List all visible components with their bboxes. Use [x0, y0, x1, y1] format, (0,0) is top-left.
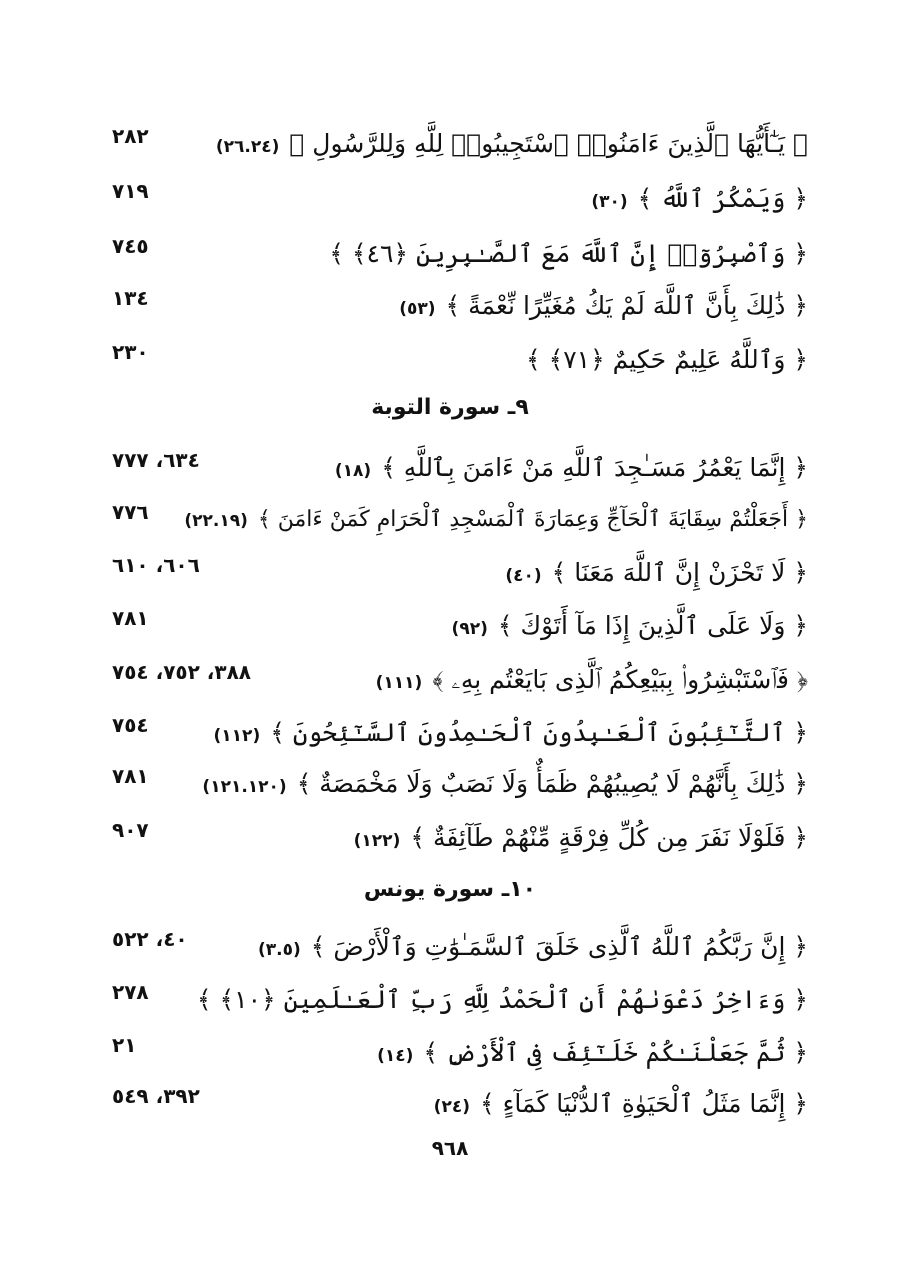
page-references: ٢١ — [112, 1033, 137, 1057]
verse-reference: (١٤) — [377, 1046, 414, 1066]
page-references: ٢٨٢ — [112, 124, 149, 148]
page-references: ٣٩٢، ٥٤٩ — [112, 1084, 200, 1108]
verse-text: ﴿ وَيَمْكُرُ ٱللَّهُ ﴾(٣٠) — [591, 184, 808, 213]
page-references: ١٣٤ — [112, 286, 149, 310]
page-number: ٩٦٨ — [431, 1136, 469, 1160]
verse-reference: (٣٠) — [591, 192, 628, 212]
index-entry — [0, 660, 900, 714]
verse-text: ﴿ ثُمَّ جَعَلْنَـٰكُمْ خَلَـٰٓئِفَ فِى ٱلْأَرْضِ ﴾(١٤) — [377, 1038, 808, 1067]
page-references: ٢٧٨ — [112, 980, 149, 1004]
surah-heading-yunus: ١٠ـ سورة يونس — [363, 877, 537, 902]
verse-reference: (٢٢.١٩) — [184, 511, 248, 531]
page-references: ٧٨١ — [112, 606, 149, 630]
index-entry — [0, 448, 900, 502]
verse-text: ﴿ وَٱصْبِرُوٓا۟ إِنَّ ٱللَّهَ مَعَ ٱلصَّـٰبِرِينَ ﴿٤٦﴾ ﴾ — [329, 239, 808, 268]
index-entry — [0, 606, 900, 660]
verse-text: ﴿ يَـٰٓأَيُّهَا ٱلَّذِينَ ءَامَنُوا۟ ٱسْتَجِيبُوا۟ لِلَّهِ وَلِلرَّسُولِ ﴾(٢٦.٢٤) — [215, 129, 808, 158]
index-entry — [0, 980, 900, 1034]
index-entry — [0, 500, 900, 554]
verse-reference: (١٢١.١٢٠) — [202, 777, 287, 797]
index-entry — [0, 234, 900, 288]
verse-text: ﴿ لَا تَحْزَنْ إِنَّ ٱللَّهَ مَعَنَا ﴾(٤٠) — [505, 558, 808, 587]
page-references: ٣٨٨، ٧٥٢، ٧٥٤ — [112, 660, 251, 684]
verse-text: ﴿ ٱلتَّـٰٓئِبُونَ ٱلْعَـٰبِدُونَ ٱلْحَـٰمِدُونَ ٱلسَّـٰٓئِحُونَ ﴾(١١٢) — [213, 718, 808, 747]
verse-reference: (٥٣) — [399, 299, 436, 319]
verse-reference: (١١١) — [375, 673, 423, 693]
index-entry — [0, 340, 900, 394]
verse-reference: (٢٤) — [433, 1097, 470, 1117]
index-entry — [0, 713, 900, 767]
surah-heading-tawba: ٩ـ سورة التوبة — [371, 395, 529, 420]
page-references: ٧١٩ — [112, 179, 149, 203]
page-references: ٩٠٧ — [112, 818, 149, 842]
verse-reference: (١١٢) — [213, 726, 261, 746]
verse-text: ﴿ وَٱللَّهُ عَلِيمٌ حَكِيمٌ ﴿٧١﴾ ﴾ — [525, 345, 808, 374]
index-entry — [0, 927, 900, 981]
page-references: ٧٤٥ — [112, 234, 149, 258]
verse-text: ﴿ فَلَوْلَا نَفَرَ مِن كُلِّ فِرْقَةٍ مِّنْهُمْ طَآئِفَةٌ ﴾(١٢٢) — [353, 823, 808, 852]
verse-reference: (٣.٥) — [258, 940, 301, 960]
verse-text: ﴿ وَءَاخِرُ دَعْوَىٰهُمْ أَنِ ٱلْحَمْدُ لِلَّهِ رَبِّ ٱلْعَـٰلَمِينَ ﴿١٠﴾ ﴾ — [196, 985, 808, 1014]
verse-text: ﴿ إِنَّ رَبَّكُمُ ٱللَّهُ ٱلَّذِى خَلَقَ ٱلسَّمَـٰوَٰتِ وَٱلْأَرْضَ ﴾(٣.٥) — [258, 932, 808, 961]
index-entry — [0, 286, 900, 340]
verse-reference: (٢٦.٢٤) — [215, 137, 280, 157]
page-references: ٧٧٦ — [112, 500, 149, 524]
verse-text: ﴿ ذَٰلِكَ بِأَنَّ ٱللَّهَ لَمْ يَكُ مُغَيِّرًا نِّعْمَةً ﴾(٥٣) — [399, 291, 808, 320]
verse-text: ﴿ ذَٰلِكَ بِأَنَّهُمْ لَا يُصِيبُهُمْ ظَمَأٌ وَلَا نَصَبٌ وَلَا مَخْمَصَةٌ ﴾(١٢١.١٢٠) — [202, 769, 808, 798]
verse-text: ﴿ فَٱسْتَبْشِرُوا۟ بِبَيْعِكُمُ ٱلَّذِى بَايَعْتُم بِهِۦ ﴾(١١١) — [375, 665, 808, 694]
index-entry — [0, 1084, 900, 1138]
verse-reference: (٤٠) — [505, 566, 542, 586]
verse-reference: (١٢٢) — [353, 831, 401, 851]
index-entry — [0, 818, 900, 872]
verse-text: ﴿ إِنَّمَا يَعْمُرُ مَسَـٰجِدَ ٱللَّهِ مَنْ ءَامَنَ بِٱللَّهِ ﴾(١٨) — [334, 453, 808, 482]
index-entry — [0, 553, 900, 607]
page-references: ٦٠٦، ٦١٠ — [112, 553, 200, 577]
index-entry — [0, 1033, 900, 1087]
verse-text: ﴿ أَجَعَلْتُمْ سِقَايَةَ ٱلْحَآجِّ وَعِمَارَةَ ٱلْمَسْجِدِ ٱلْحَرَامِ كَمَنْ ءَامَنَ ﴾(٢٢.١٩) — [184, 507, 808, 532]
page-references: ٢٣٠ — [112, 340, 149, 364]
verse-text: ﴿ وَلَا عَلَى ٱلَّذِينَ إِذَا مَآ أَتَوْكَ ﴾(٩٢) — [451, 611, 808, 640]
page-references: ٦٣٤، ٧٧٧ — [112, 448, 200, 472]
verse-text: ﴿ إِنَّمَا مَثَلُ ٱلْحَيَوٰةِ ٱلدُّنْيَا كَمَآءٍ ﴾(٢٤) — [433, 1089, 808, 1118]
index-entry — [0, 124, 900, 178]
page-references: ٧٥٤ — [112, 713, 149, 737]
index-entry — [0, 764, 900, 818]
index-entry — [0, 179, 900, 233]
page-references: ٤٠، ٥٢٢ — [112, 927, 188, 951]
verse-reference: (١٨) — [334, 461, 372, 481]
verse-reference: (٩٢) — [451, 619, 488, 639]
page-references: ٧٨١ — [112, 764, 149, 788]
